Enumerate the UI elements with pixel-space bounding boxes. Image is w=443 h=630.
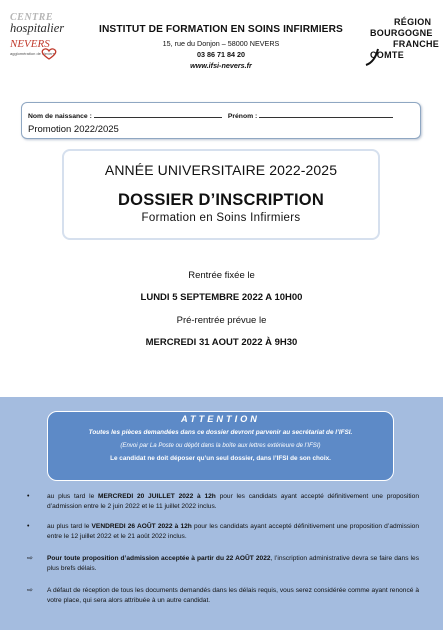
title-box [62,149,380,240]
region-swoosh-icon [364,47,390,67]
promotion-label: Promotion 2022/2025 [28,124,119,135]
first-name-label: Prénom : [227,113,258,120]
logo-left-line3: NEVERS [10,38,50,50]
region-logo [364,17,440,73]
attention-box [47,411,394,481]
identity-fields [28,111,393,120]
birth-name-field[interactable] [94,111,222,118]
pre-rentree-label: Pré-rentrée prévue le [176,315,267,326]
item-text-post: , l’inscription administrative devra se faire dans les plus brefs délais. [47,555,419,572]
institute-name: INSTITUT DE FORMATION EN SOINS INFIRMIERS [99,24,343,35]
region-logo-line2: BOURGOGNE [370,28,433,38]
document-title: DOSSIER D’INSCRIPTION [118,191,324,209]
bullet-icon: • [27,493,30,500]
item-text-post: pour les candidats ayant accepté définitivement une proposition d’admission entre le 12 juillet 2022 et le 21 août 2022 inclus. [47,523,420,540]
identity-box [21,102,421,139]
birth-name-label: Nom de naissance : [28,113,92,120]
institute-header [90,24,352,70]
attention-line-2: (Envoi par La Poste ou dépôt dans la boîte aux lettres extérieure de l’IFSI) [120,442,321,449]
bullet-icon: • [27,523,30,530]
item-text-bold: VENDREDI 26 AOÛT 2022 à 12h [91,523,192,530]
hospital-logo [10,12,76,72]
rentree-date: LUNDI 5 SEPTEMBRE 2022 A 10H00 [140,292,303,303]
logo-left-line1: CENTRE [10,12,54,23]
item-text-post: A défaut de réception de tous les documents demandés dans les délais requis, vous serez considérée comme ayant renoncé à votre place, qui sera alors attribuée à un autre candidat. [47,587,419,604]
logo-left-line4: agglomération de Nevers [10,51,55,56]
region-logo-line3: FRANCHE [393,39,440,49]
logo-left-line2: hospitalier [10,21,65,35]
attention-heading: ATTENTION [181,414,260,424]
pre-rentree-date: MERCREDI 31 AOUT 2022 À 9H30 [145,337,298,348]
item-text-bold: MERCREDI 20 JUILLET 2022 à 12h [98,493,216,500]
item-text-post: pour les candidats ayant accepté définitivement une proposition d’admission entre le 2 juin 2022 et le 11 juillet 2022 inclus. [47,493,419,510]
region-logo-line1: RÉGION [394,17,432,27]
arrow-right-icon: ⇨ [27,587,33,594]
item-text-bold: Pour toute proposition d’admission acceptée à partir du 22 AOÛT 2022 [47,555,271,562]
attention-line-1: Toutes les pièces demandées dans ce dossier devront parvenir au secrétariat de l’IFSI. [88,429,353,436]
institute-address: 15, rue du Donjon – 58000 NEVERS [162,39,280,48]
rentree-label: Rentrée fixée le [188,270,255,281]
institute-website[interactable]: www.ifsi-nevers.fr [190,61,252,70]
region-logo-line4: COMTE [370,50,404,60]
first-name-field[interactable] [259,111,393,118]
academic-year: ANNÉE UNIVERSITAIRE 2022-2025 [104,162,338,178]
institute-phone: 03 86 71 84 20 [197,50,245,59]
item-text-pre: au plus tard le [47,523,92,530]
item-text-pre: au plus tard le [47,493,99,500]
arrow-right-icon: ⇨ [27,555,33,562]
document-subtitle: Formation en Soins Infirmiers [141,212,301,224]
attention-line-3: Le candidat ne doit déposer qu’un seul dossier, dans l’IFSI de son choix. [110,455,331,462]
heart-icon [40,48,58,60]
